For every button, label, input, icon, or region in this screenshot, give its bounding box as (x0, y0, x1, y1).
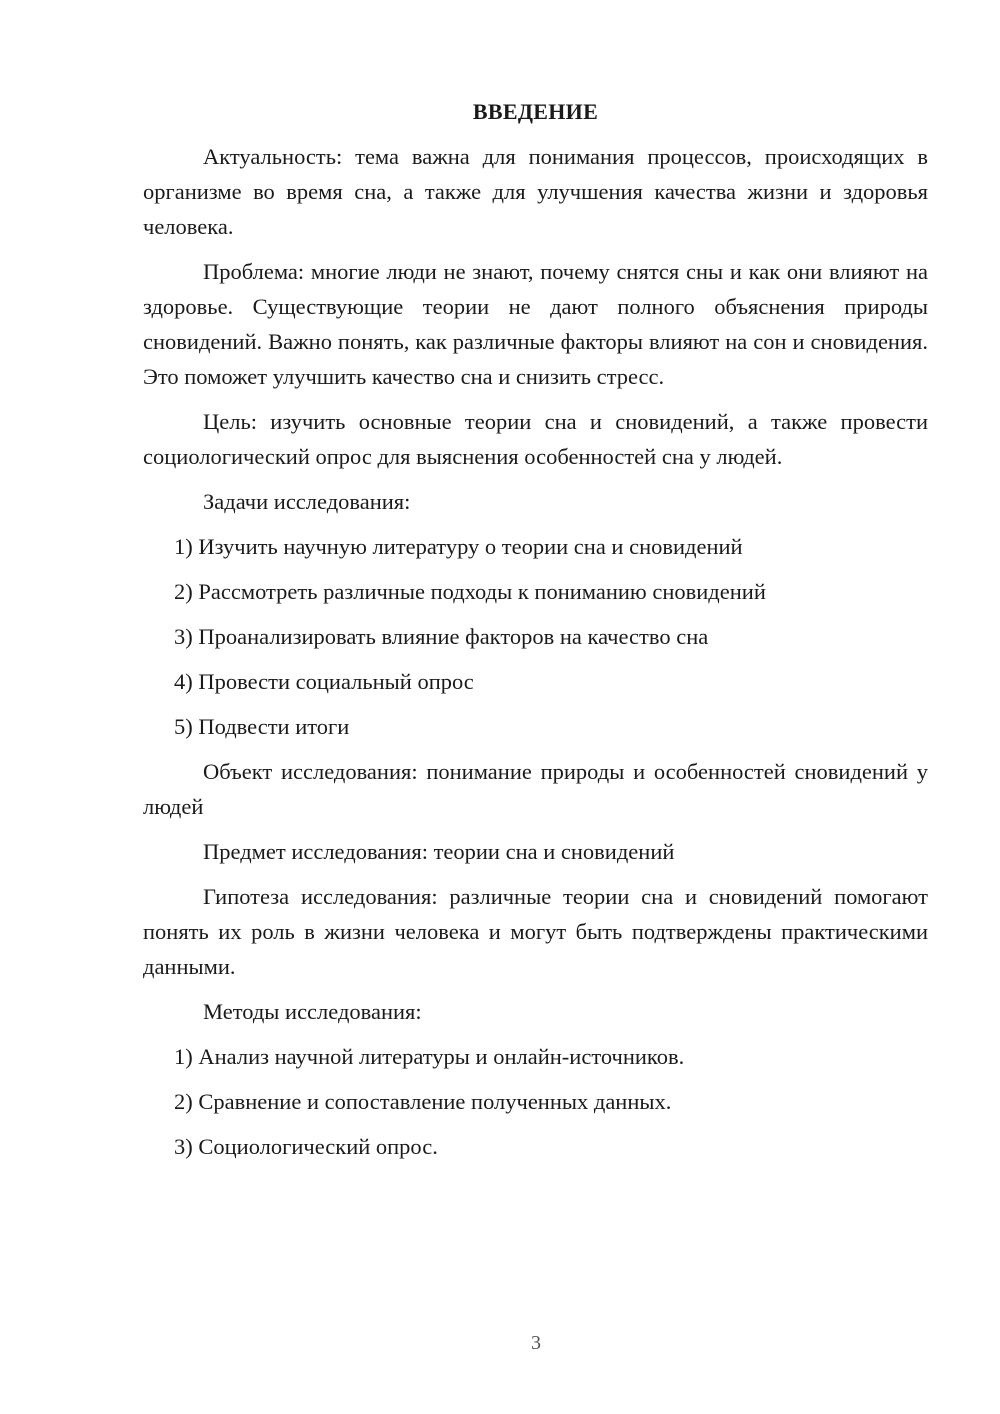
list-item-task-3: 3) Проанализировать влияние факторов на качество сна (174, 624, 709, 649)
page-number: 3 (531, 1332, 541, 1354)
list-item-method-3: 3) Социологический опрос. (174, 1134, 438, 1159)
paragraph-problem: Проблема: многие люди не знают, почему снятся сны и как они влияют на здоровье. Существующие теории не дают полного объяснения природы сновидений. Важно понять, как различные факторы влияют на сон и сновидения. Это поможет улучшить качество сна и снизить стресс. (143, 259, 928, 389)
page-content (143, 94, 928, 1174)
list-item-method-1: 1) Анализ научной литературы и онлайн-источников. (174, 1044, 685, 1069)
tasks-list (143, 529, 928, 744)
paragraph-object: Объект исследования: понимание природы и особенностей сновидений у людей (143, 759, 928, 819)
paragraph-hypothesis: Гипотеза исследования: различные теории сна и сновидений помогают понять их роль в жизни человека и могут быть подтверждены практическими данными. (143, 884, 928, 979)
list-item-task-1: 1) Изучить научную литературу о теории сна и сновидений (174, 534, 743, 559)
paragraph-relevance: Актуальность: тема важна для понимания процессов, происходящих в организме во время сна, а также для улучшения качества жизни и здоровья человека. (143, 144, 928, 239)
paragraph-goal: Цель: изучить основные теории сна и сновидений, а также провести социологический опрос для выяснения особенностей сна у людей. (143, 409, 928, 469)
methods-heading: Методы исследования: (203, 999, 422, 1024)
list-item-method-2: 2) Сравнение и сопоставление полученных данных. (174, 1089, 672, 1114)
paragraph-subject: Предмет исследования: теории сна и сновидений (203, 839, 675, 864)
section-title: ВВЕДЕНИЕ (472, 99, 599, 124)
list-item-task-2: 2) Рассмотреть различные подходы к пониманию сновидений (174, 579, 766, 604)
list-item-task-4: 4) Провести социальный опрос (174, 669, 474, 694)
methods-list (143, 1039, 928, 1164)
list-item-task-5: 5) Подвести итоги (174, 714, 350, 739)
tasks-heading: Задачи исследования: (203, 489, 411, 514)
